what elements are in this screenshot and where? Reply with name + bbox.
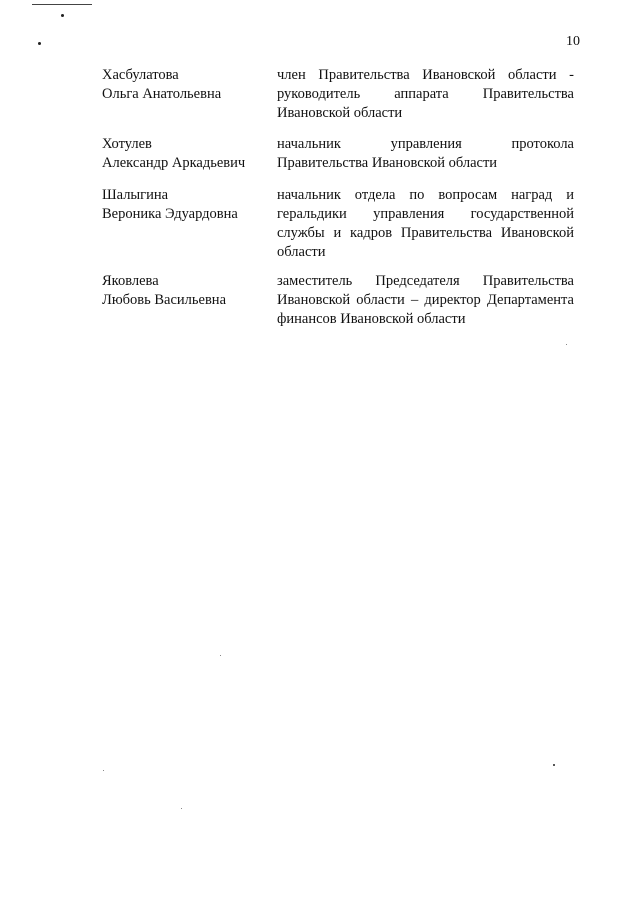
person-given-names: Ольга Анатольевна <box>102 86 222 102</box>
scan-speck <box>181 808 182 809</box>
person-surname: Яковлева <box>102 273 159 289</box>
scan-artifact-dot <box>553 764 555 766</box>
scan-speck <box>103 770 104 771</box>
person-name <box>102 272 272 310</box>
person-name <box>102 66 272 104</box>
scan-speck <box>566 344 567 345</box>
scan-speck <box>220 655 221 656</box>
scan-artifact-line <box>32 4 92 5</box>
person-surname: Шалыгина <box>102 187 169 203</box>
person-position: начальник управления протокола Правительства Ивановской области <box>277 136 574 171</box>
person-name <box>102 186 272 224</box>
page-number: 10 <box>566 34 580 49</box>
person-position: член Правительства Ивановской области - руководитель аппарата Правительства Ивановской области <box>277 67 574 121</box>
person-surname: Хотулев <box>102 136 152 152</box>
person-given-names: Вероника Эдуардовна <box>102 206 238 222</box>
scan-artifact-dot <box>61 14 64 17</box>
person-position: заместитель Председателя Правительства Ивановской области – директор Департамента финансов Ивановской области <box>277 273 574 327</box>
scan-artifact-dot <box>38 42 41 45</box>
person-name <box>102 135 272 173</box>
person-given-names: Александр Аркадьевич <box>102 155 246 171</box>
person-surname: Хасбулатова <box>102 67 179 83</box>
person-position: начальник отдела по вопросам наград и геральдики управления государственной службы и кадров Правительства Ивановской области <box>277 187 574 260</box>
person-given-names: Любовь Васильевна <box>102 292 227 308</box>
